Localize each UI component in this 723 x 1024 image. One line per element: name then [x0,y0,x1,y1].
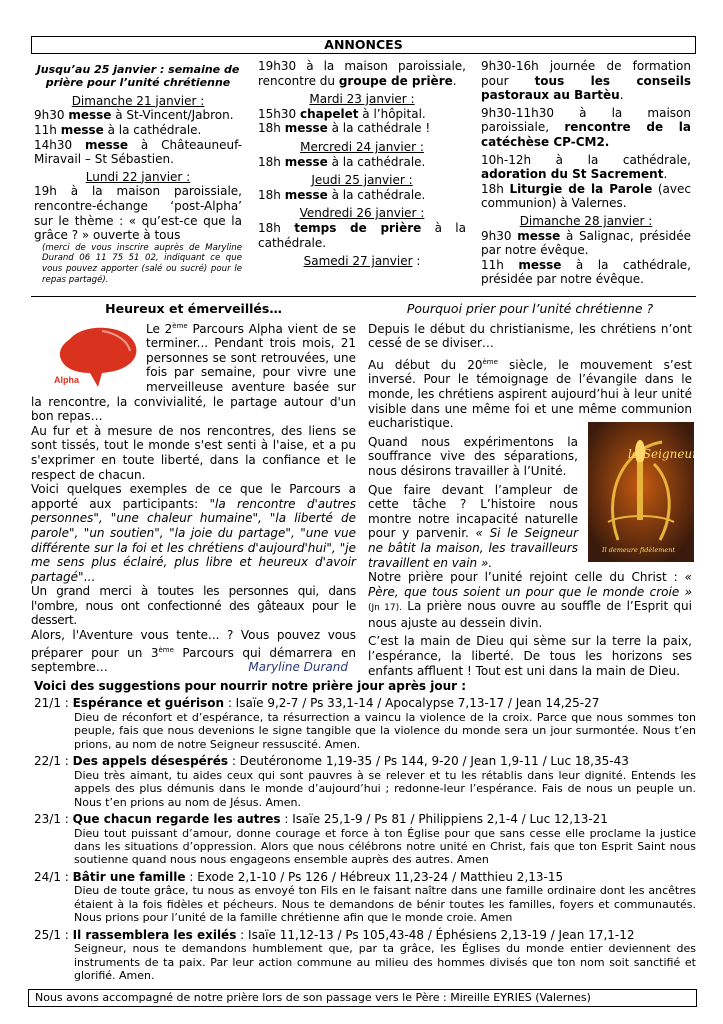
suggestion-heading: 24/1 : Bâtir une famille : Exode 2,1-10 / Ps 126 / Hébreux 11,23-24 / Matthieu 2,13-15 [34,869,564,884]
day-heading: Vendredi 26 janvier : [299,206,425,221]
annonces-column-1 [34,63,242,285]
event-line: 9h30 messe à Salignac, présidée par notre évêque. [481,228,691,258]
day-heading: Mercredi 24 janvier : [300,139,424,154]
alpha-logo-text: Alpha [54,375,80,385]
suggestion-item [34,870,696,925]
annonces-column-2 [258,59,466,269]
unity-paragraph: Quand nous expérimentons la souffrance vive des séparations, nous désirons travailler à l’Unité. [368,434,578,478]
event-line: 11h messe à la cathédrale, présidée par notre évêque. [481,257,691,287]
signature: Maryline Durand [248,660,348,675]
event-line: 14h30 messe à Châteauneuf-Miravail – St Sébastien. [34,137,242,167]
suggestion-heading: 21/1 : Espérance et guérison : Isaïe 9,2-7 / Ps 33,1-14 / Apocalypse 7,13-17 / Jean 14,25-27 [34,696,600,711]
day-heading: Jeudi 25 janvier : [311,173,413,188]
event-line: 19h30 à la maison paroissiale, rencontre du groupe de prière. [258,59,466,88]
unity-week-heading: Jusqu’au 25 janvier : semaine de prière pour l’unité chrétienne [36,63,240,90]
alpha-title: Heureux et émerveillés… [105,301,282,316]
unity-paragraph: Au début du 20ème siècle, le mouvement s’est inversé. Pour le témoignage de l’évangile dans le monde, les chrétiens aspirent aujourd’hui à leur unité visible dans une même foi et une même communion eucharistique. [368,357,692,431]
event-line: 9h30 messe à St-Vincent/Jabron. [34,108,234,123]
alpha-paragraph: Voici quelques exemples de ce que le Parcours a apporté aux participants: "la rencontre d'autres personnes", "une chaleur humaine", "la liberté de parole", "un soutien", "la joie du partage", "une vue différente sur la foi et les chrétiens d'aujourd'hui", "je me sens plus éclairé, plus libre et heureux d'avoir partagé"... [31,482,356,584]
suggestion-heading: 22/1 : Des appels désespérés : Deutéronome 1,19-35 / Ps 144, 9-20 / Jean 1,9-11 / Luc 18,35-43 [34,754,629,769]
suggestion-prayer: Dieu de réconfort et d’espérance, ta résurrection a vaincu la violence de la croix. Parce que nous sommes ton peuple, fais que nous devenions le signe tangible que la violence du monde sera un jour surmontée. Nous t’en prions, au nom de notre Seigneur ressuscité. Amen. [74,711,696,751]
day-heading: Samedi 27 janvier : [303,254,421,269]
event-line: 9h30-11h30 à la maison paroissiale, rencontre de la catéchèse CP-CM2. [481,105,691,149]
event-line: 15h30 chapelet à l’hôpital. [258,106,426,121]
event-note: (merci de vous inscrire auprès de Maryline Durand 06 11 75 51 02, indiquant ce que vous pouvez apporter (salé ou sucré) pour le repas partagé). [42,242,242,285]
alpha-paragraph: Le 2ème Parcours Alpha vient de se terminer... Pendant trois mois, 21 personnes se sont retrouvées, une fois par semaine, pour vivre une merveilleuse aventure basée sur la rencontre, la convivialité, le partage autour d'un bon repas… [31,319,356,424]
image-title: le Seigneur [628,447,694,461]
event-line: 18h Liturgie de la Parole (avec communion) à Valernes. [481,181,691,211]
day-heading: Dimanche 21 janvier : [71,93,205,108]
suggestion-item [34,754,696,809]
footer-notice: Nous avons accompagné de notre prière lors de son passage vers le Père : Mireille EYRIES (Valernes) [28,989,697,1007]
annonces-title: ANNONCES [31,36,696,54]
event-line: 18h messe à la cathédrale. [258,187,426,202]
annonces-column-3 [481,59,691,287]
suggestion-heading: 23/1 : Que chacun regarde les autres : Isaïe 25,1-9 / Ps 81 / Philippiens 2,1-4 / Luc 12,13-21 [34,812,608,827]
image-caption: Il demeure fidèlement [602,546,676,554]
day-heading: Mardi 23 janvier : [309,92,415,107]
alpha-paragraph: Alors, l'Aventure vous tente... ? Vous pouvez vous préparer pour un 3ème Parcours qui démarrera en septembre… Maryline Durand [31,628,356,675]
prayer-suggestions [34,680,696,982]
unity-article [368,302,692,678]
annonces-divider [31,296,696,297]
unity-paragraph: C’est la main de Dieu qui sème sur la terre la paix, l’espérance, la liberté. De tous les horizons ses enfants affluent ! Tout est uni dans la main de Dieu. [368,634,692,678]
event-line: 18h temps de prière à la cathédrale. [258,220,466,250]
suggestion-item [34,812,696,867]
suggestion-prayer: Seigneur, nous te demandons humblement que, par ta grâce, les Églises du monde entier deviennent des instruments de ta paix. Par leur action commune au milieu des hommes divisés que ton nom soit sanctifié et glorifié. Amen. [74,942,696,983]
alpha-paragraph: Au fur et à mesure de nos rencontres, des liens se sont tissés, tout le monde s'est senti à l'aise, et a pu s'exprimer en toute liberté, dans la confiance et le respect de chacun. [31,423,356,482]
unity-paragraph: Notre prière pour l’unité rejoint celle du Christ : « Père, que tous soient un pour que le monde croie » (Jn 17). La prière nous ouvre au souffle de l’Esprit qui nous ajuste au dessein divin. [368,570,692,630]
alpha-article [31,302,356,675]
event-line: 18h messe à la cathédrale. [258,154,426,169]
unity-paragraph: Depuis le début du christianisme, les chrétiens n’ont cessé de se diviser… [368,321,692,351]
suggestion-prayer: Dieu très aimant, tu aides ceux qui sont pauvres à se relever et tu les rétablis dans leur dignité. Entends les appels des plus démunis dans le monde d’aujourd’hui ; redonne-leur l’espérance. Fais de nous un peuple un. Nous t’en prions au nom de Jésus. Amen. [74,768,696,809]
unity-paragraph: Que faire devant l’ampleur de cette tâche ? L’histoire nous montre notre incapacité naturelle pour y parvenir. « Si le Seigneur ne bâtit la maison, les travailleurs travaillent en vain ». [368,482,578,570]
suggestion-item [34,696,696,751]
event-line: 19h à la maison paroissiale, rencontre-échange ‘post-Alpha’ sur le thème : « qu’est-ce que la grâce ? » ouverte à tous [34,184,242,243]
suggestion-item [34,928,696,983]
event-line: 11h messe à la cathédrale. [34,123,202,137]
event-line: 10h-12h à la cathédrale, adoration du St Sacrement. [481,152,691,182]
logo-spacer [31,319,146,391]
day-heading: Dimanche 28 janvier : [519,213,653,228]
suggestion-prayer: Dieu tout puissant d’amour, donne courage et force à ton Église pour que sans cesse elle proclame la justice dans les situations d’oppression. Alors que nous célébrons notre unité en Christ, fais que ton Esprit Saint nous soutienne quand nous nous engageons ensemble auprès des autres. Amen [74,826,696,867]
event-line: 18h messe à la cathédrale ! [258,121,431,136]
event-line: 9h30-16h journée de formation pour tous les conseils pastoraux au Bartèu. [481,59,691,103]
suggestion-prayer: Dieu de toute grâce, tu nous as envoyé ton Fils en le faisant naître dans une famille ordinaire dont les ancêtres étaient à la fois fidèles et pécheurs. Nous te demandons de bénir toutes les familles, foyers et communautés. Nous prions pour l’unité de la famille chrétienne afin que le monde croie. Amen [74,884,696,925]
day-heading: Lundi 22 janvier : [85,169,191,184]
suggestions-title: Voici des suggestions pour nourrir notre prière jour après jour : [34,679,466,693]
unity-title: Pourquoi prier pour l’unité chrétienne ? [406,301,654,316]
alpha-paragraph: Un grand merci à toutes les personnes qui, dans l'ombre, nous ont confectionné des gâteaux pour le dessert. [31,584,356,628]
suggestion-heading: 25/1 : Il rassemblera les exilés : Isaïe 11,12-13 / Ps 105,43-48 / Éphésiens 2,13-19 / Jean 17,1-12 [34,927,635,942]
